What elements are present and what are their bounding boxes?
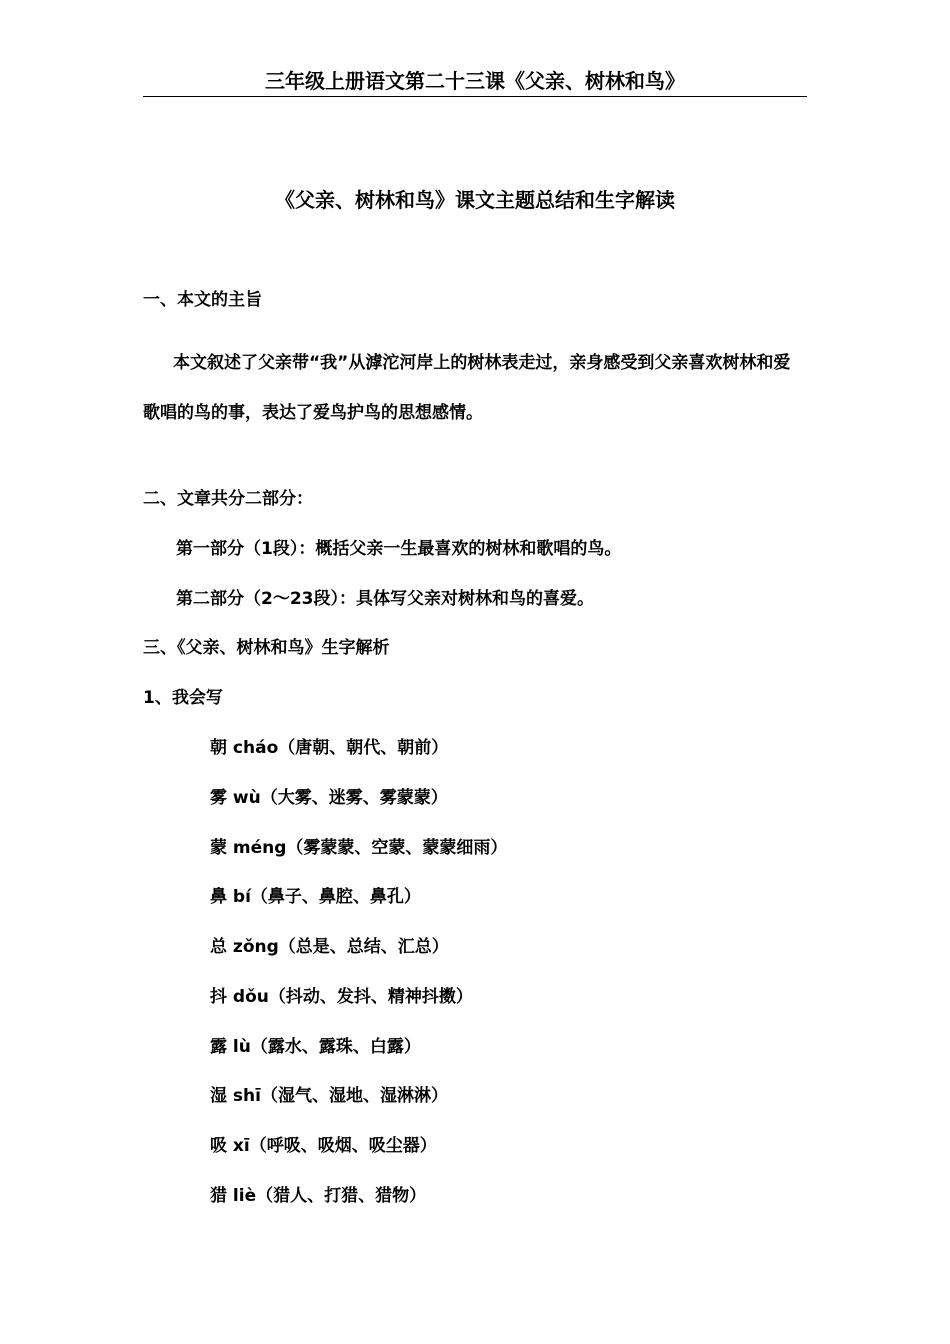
character-item: 鼻 bí（鼻子、鼻腔、鼻孔） bbox=[210, 887, 421, 907]
section-heading-main-idea: 一、本文的主旨 bbox=[143, 290, 262, 310]
character-item: 总 zǒng（总是、总结、汇总） bbox=[210, 937, 449, 957]
character-item: 露 lù（露水、露珠、白露） bbox=[210, 1037, 421, 1057]
character-item: 朝 cháo（唐朝、朝代、朝前） bbox=[210, 738, 449, 758]
character-item: 抖 dǒu（抖动、发抖、精神抖擞） bbox=[210, 987, 473, 1007]
main-idea-paragraph: 本文叙述了父亲带“我”从滹沱河岸上的树林表走过，亲身感受到父亲喜欢树林和爱歌唱的鸟的事，表达了爱鸟护鸟的思想感情。 bbox=[143, 353, 791, 423]
part-item-1: 第一部分（1段）：概括父亲一生最喜欢的树林和歌唱的鸟。 bbox=[176, 539, 622, 559]
sub-heading-write: 1、我会写 bbox=[143, 688, 223, 708]
character-item: 湿 shī（湿气、湿地、湿淋淋） bbox=[210, 1086, 448, 1106]
character-item: 蒙 méng（雾蒙蒙、空蒙、蒙蒙细雨） bbox=[210, 838, 508, 858]
page-header: 三年级上册语文第二十三课《父亲、树林和鸟》 bbox=[143, 68, 807, 97]
character-item: 吸 xī（呼吸、吸烟、吸尘器） bbox=[210, 1136, 437, 1156]
section-heading-characters: 三、《父亲、树林和鸟》生字解析 bbox=[143, 638, 390, 658]
part-item-2: 第二部分（2～23段）：具体写父亲对树林和鸟的喜爱。 bbox=[176, 589, 594, 609]
document-title: 《父亲、树林和鸟》课文主题总结和生字解读 bbox=[275, 188, 675, 212]
section-heading-structure: 二、文章共分二部分： bbox=[143, 489, 313, 509]
character-item: 雾 wù（大雾、迷雾、雾蒙蒙） bbox=[210, 788, 448, 808]
character-item: 猎 liè（猎人、打猎、猎物） bbox=[210, 1186, 427, 1206]
